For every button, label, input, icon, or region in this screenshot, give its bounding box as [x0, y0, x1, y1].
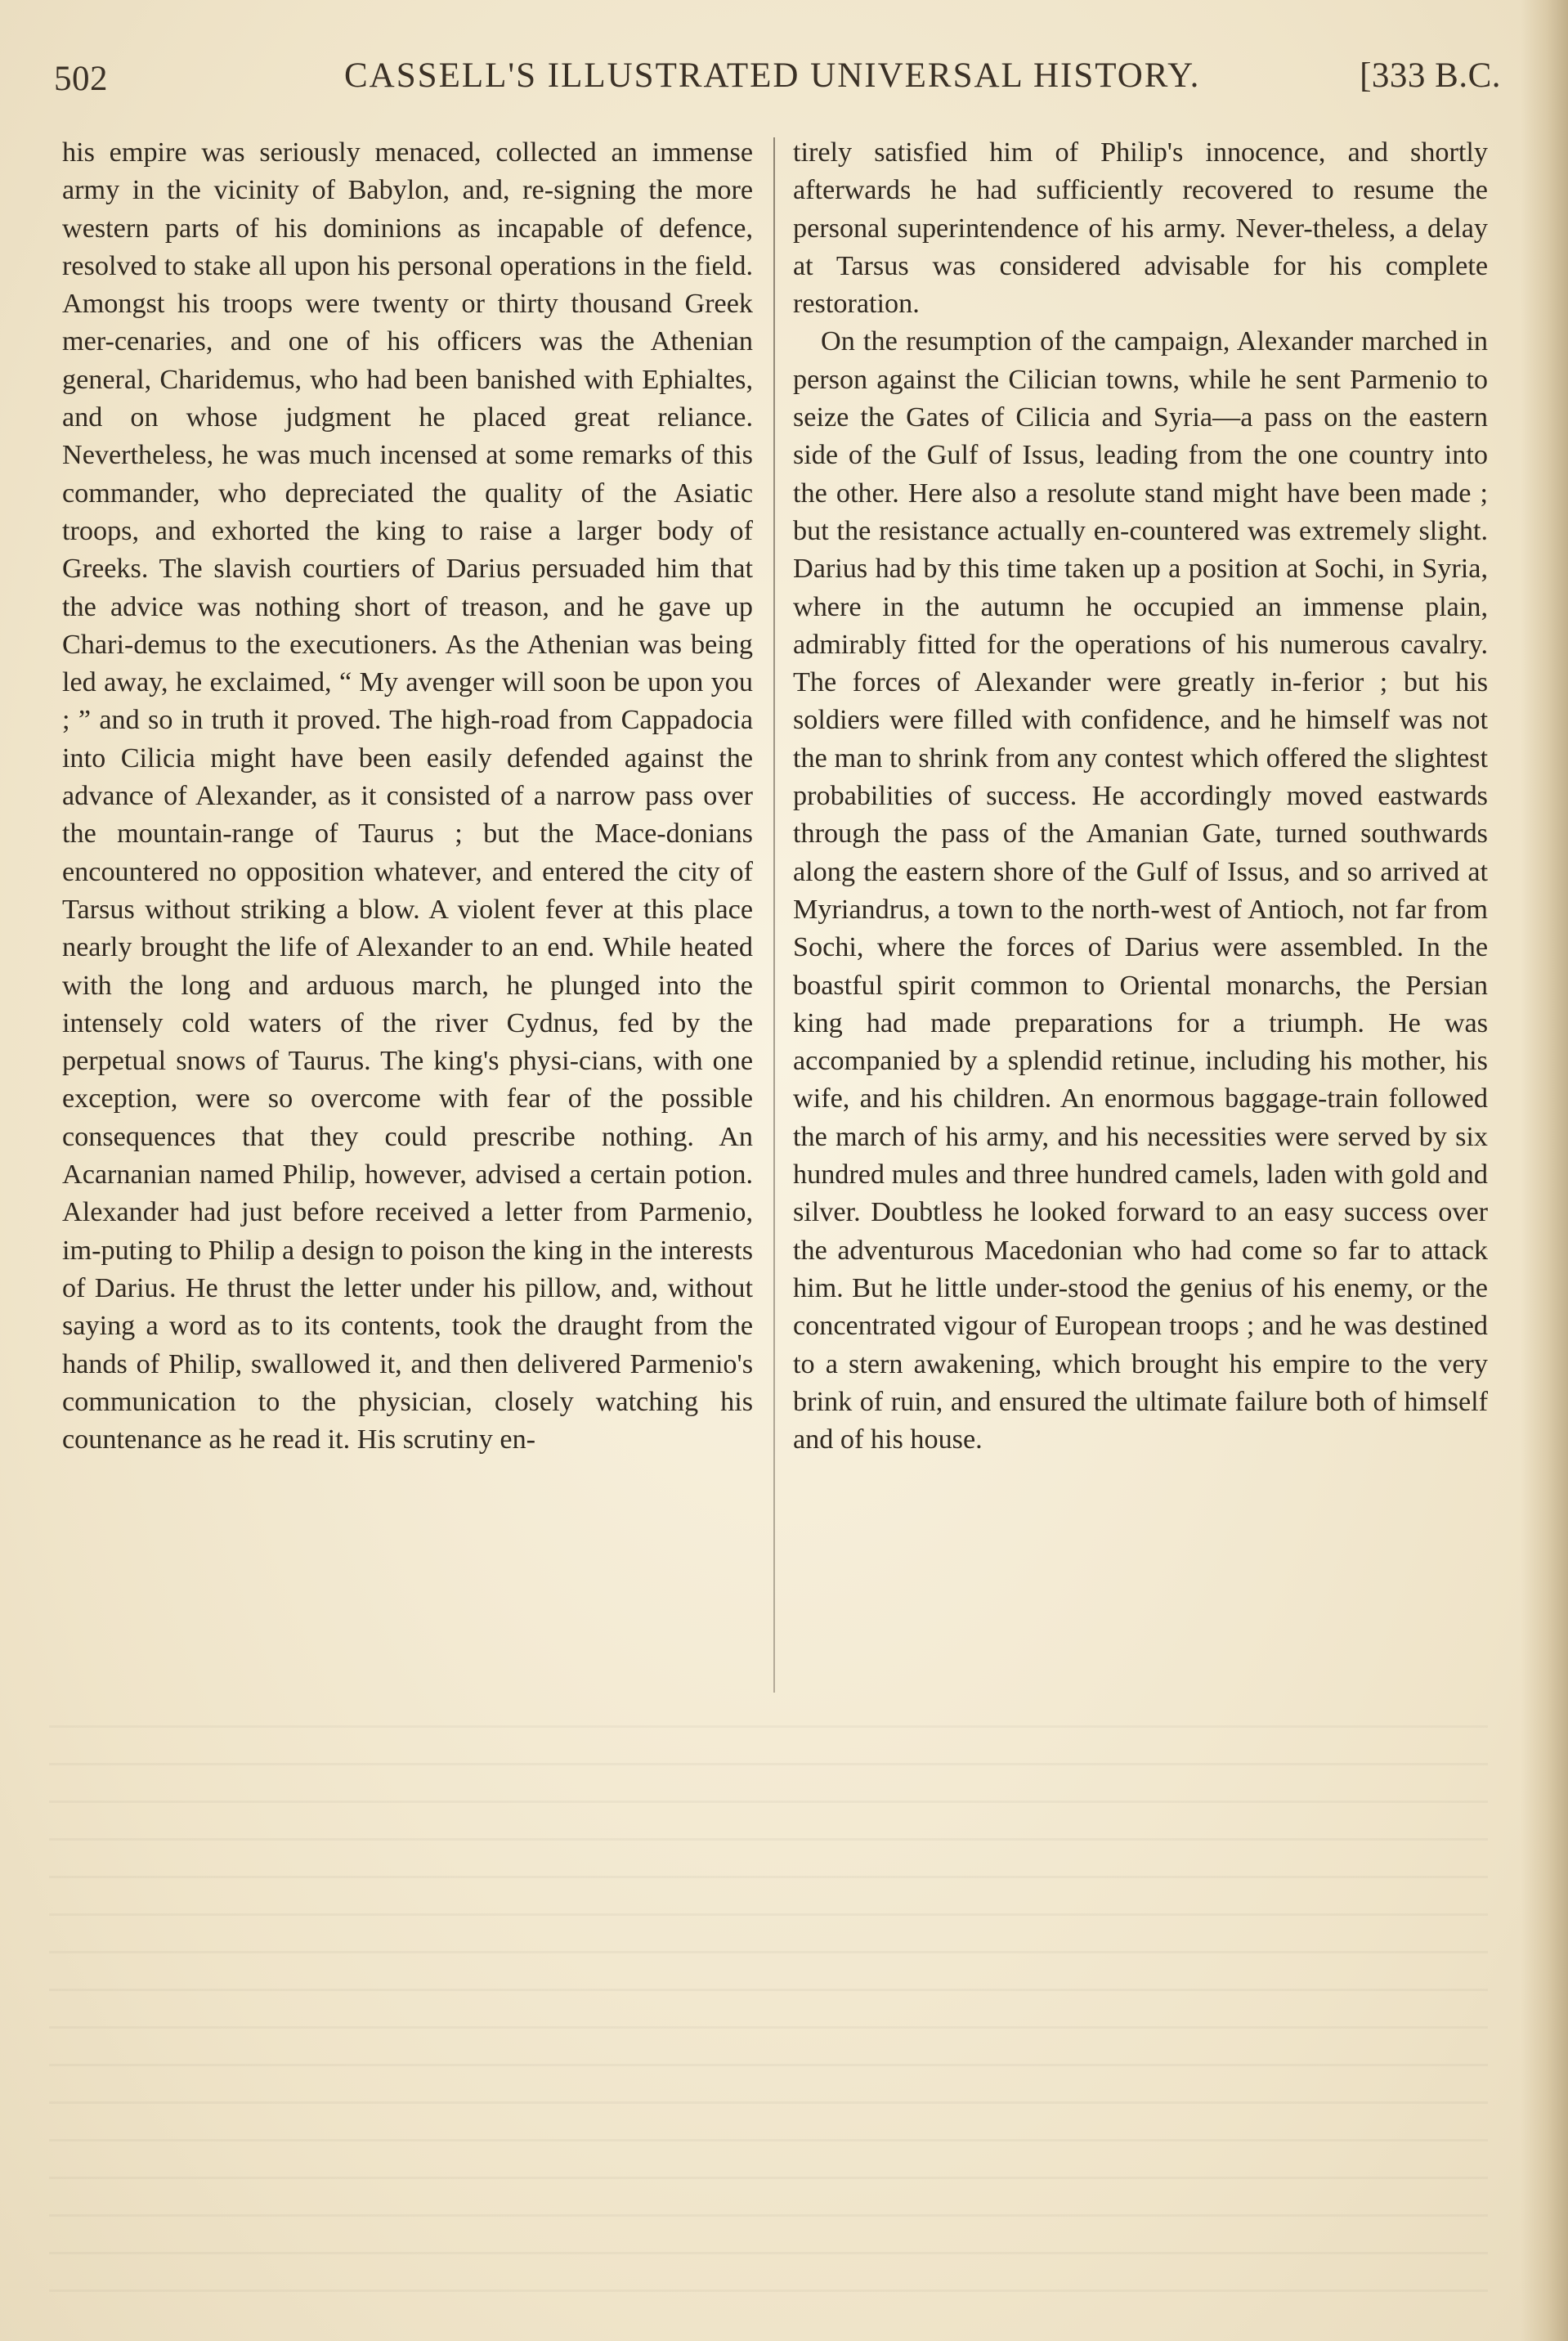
right-paragraph-1: tirely satisfied him of Philip's innocence, and shortly afterwards he had sufficiently recovered to resume the personal superintendence of his army. Never-theless, a delay at Tarsus was considered advisable for his complete restoration.: [793, 137, 1488, 320]
running-header: [54, 56, 1501, 105]
show-through-texture: [49, 1725, 1488, 2298]
column-divider: [773, 137, 775, 1693]
date-reference: [333 B.C.: [1360, 56, 1501, 95]
left-column: [62, 134, 753, 1459]
left-paragraph-1: his empire was seriously menaced, collected an immense army in the vicinity of Babylon, and, re-signing the more western parts of his dominions as incapable of defence, resolved to stake all upon his personal operations in the field. Amongst his troops were twenty or thirty thousand Greek mer-cenaries, and one of his officers was the Athenian general, Charidemus, who had been banished with Ephialtes, and on whose judgment he placed great reliance. Nevertheless, he was much incensed at some remarks of this commander, who depreciated the quality of the Asiatic troops, and exhorted the king to raise a larger body of Greeks. The slavish courtiers of Darius persuaded him that the advice was nothing short of treason, and he gave up Chari-demus to the executioners. As the Athenian was being led away, he exclaimed, “ My avenger will soon be upon you ; ” and so in truth it proved. The high-road from Cappadocia into Cilicia might have been easily defended against the advance of Alexander, as it consisted of a narrow pass over the mountain-range of Taurus ; but the Mace-donians encountered no opposition whatever, and entered the city of Tarsus without striking a blow. A violent fever at this place nearly brought the life of Alexander to an end. While heated with the long and arduous march, he plunged into the intensely cold waters of the river Cydnus, fed by the perpetual snows of Taurus. The king's physi-cians, with one exception, were so overcome with fear of the possible consequences that they could prescribe nothing. An Acarnanian named Philip, however, advised a certain potion. Alexander had just before received a letter from Parmenio, im-puting to Philip a design to poison the king in the interests of Darius. He thrust the letter under his pillow, and, without saying a word as to its contents, took the draught from the hands of Philip, swallowed it, and then delivered Parmenio's communication to the physician, closely watching his countenance as he read it. His scrutiny en-: [62, 137, 753, 1455]
page-edge-shadow: [1521, 0, 1568, 2341]
right-column: [793, 134, 1488, 1459]
page-number: 502: [54, 60, 108, 98]
right-paragraph-2: On the resumption of the campaign, Alexander marched in person against the Cilician towns, while he sent Parmenio to seize the Gates of Cilicia and Syria—a pass on the eastern side of the Gulf of Issus, leading from the one country into the other. Here also a resolute stand might have been made ; but the resistance actually en-countered was extremely slight. Darius had by this time taken up a position at Sochi, in Syria, where in the autumn he occupied an immense plain, admirably fitted for the operations of his numerous cavalry. The forces of Alexander were greatly in-ferior ; but his soldiers were filled with confidence, and he himself was not the man to shrink from any contest which offered the slightest probabilities of success. He accordingly moved eastwards through the pass of the Amanian Gate, turned southwards along the eastern shore of the Gulf of Issus, and so arrived at Myriandrus, a town to the north-west of Antioch, not far from Sochi, where the forces of Darius were assembled. In the boastful spirit common to Oriental monarchs, the Persian king had made preparations for a triumph. He was accompanied by a splendid retinue, including his mother, his wife, and his children. An enormous baggage-train followed the march of his army, and his necessities were served by six hundred mules and three hundred camels, laden with gold and silver. Doubtless he looked forward to an easy success over the adventurous Macedonian who had come so far to attack him. But he little under-stood the genius of his enemy, or the concentrated vigour of European troops ; and he was destined to a stern awakening, which brought his empire to the very brink of ruin, and ensured the ultimate failure both of himself and of his house.: [793, 326, 1488, 1455]
running-title: CASSELL'S ILLUSTRATED UNIVERSAL HISTORY.: [344, 56, 1201, 95]
